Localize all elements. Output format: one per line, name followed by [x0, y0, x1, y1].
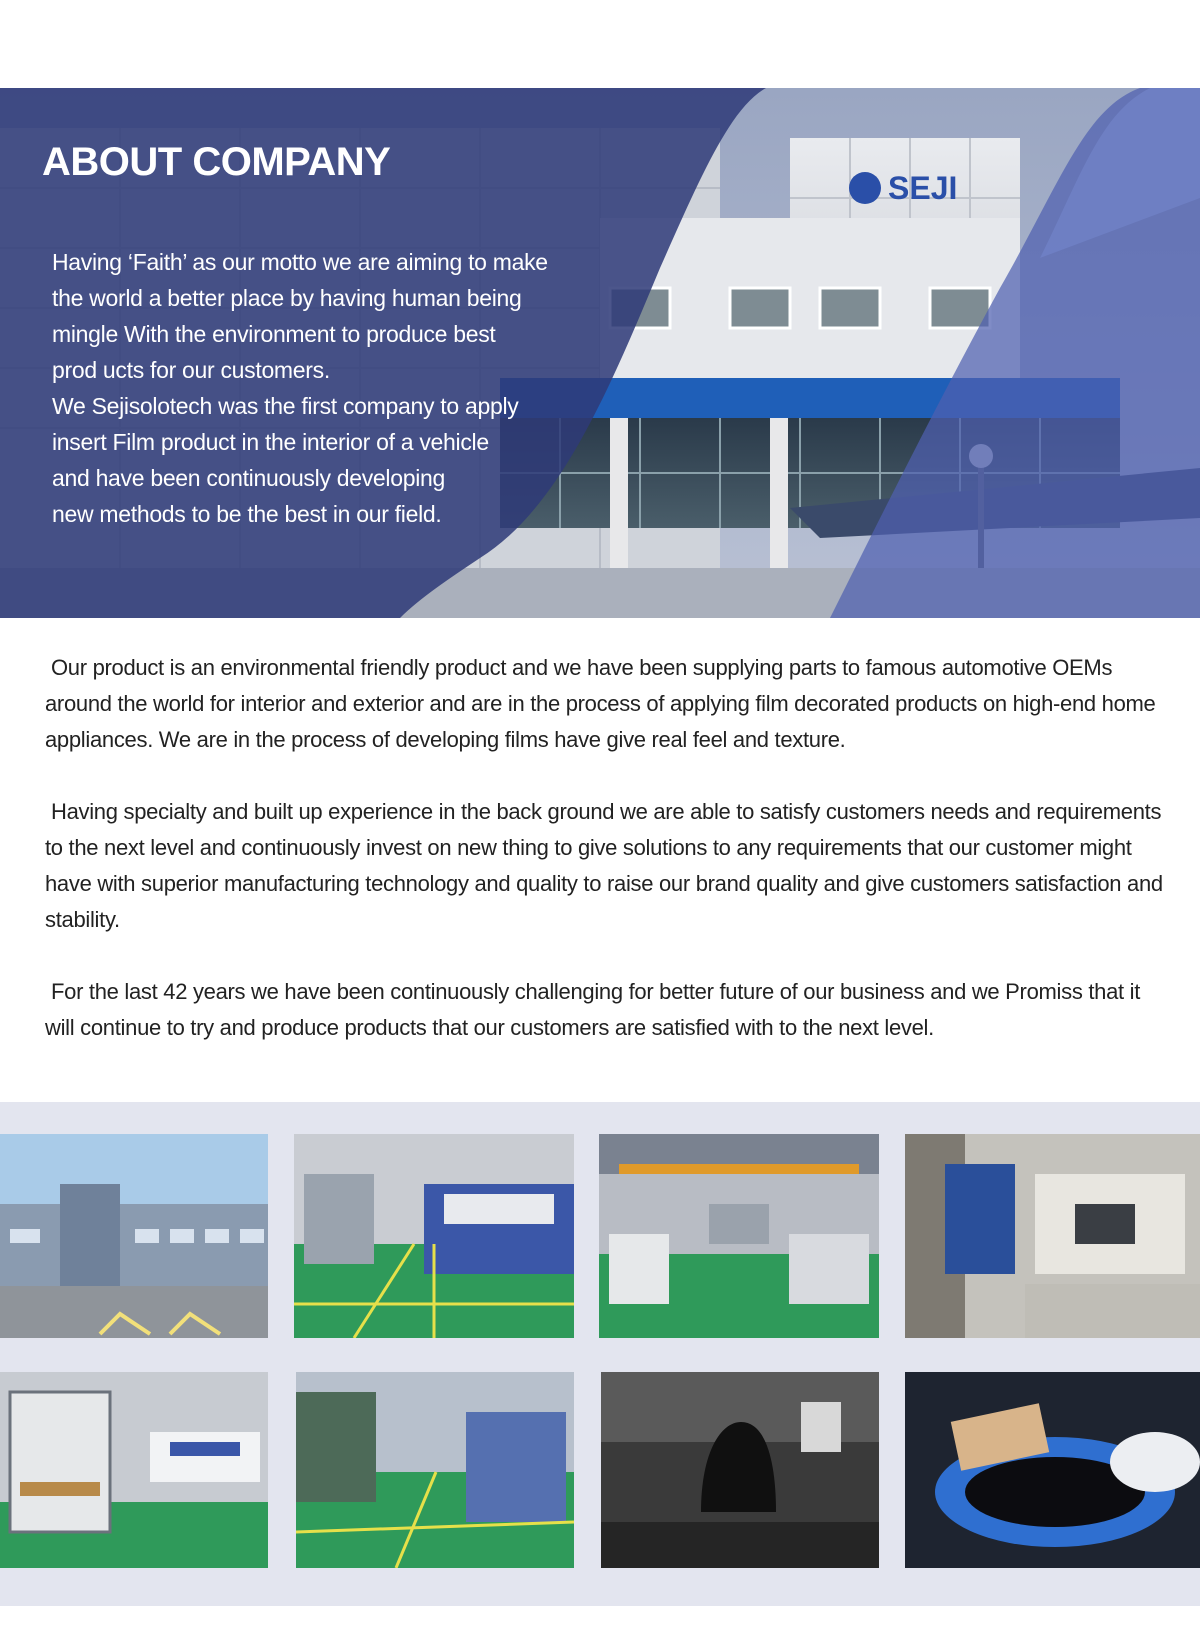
description-paragraph: Having specialty and built up experience in the back ground we are able to satisfy customers needs and requirements to the next level and continuously invest on new thing to give solutions to any requirements that our customer might have with superior manufacturing technology and quality to raise our brand quality and give customers satisfaction and stability.	[45, 799, 1163, 932]
factory-crane-floor-photo	[599, 1134, 879, 1338]
hero-intro-line: Having ‘Faith’ as our motto we are aiming to make	[52, 249, 548, 275]
hero-intro-text	[52, 244, 572, 532]
molded-part-closeup-photo	[601, 1372, 879, 1568]
description-paragraph: For the last 42 years we have been continuously challenging for better future of our business and we Promiss that it will continue to try and produce products that our customers are satisfied with to the next level.	[45, 979, 1141, 1040]
hero-intro-line: We Sejisolotech was the first company to apply	[52, 393, 519, 419]
seji-logo-text: SEJI	[888, 170, 958, 206]
description-paragraph: Our product is an environmental friendly product and we have been supplying parts to famous automotive OEMs around the world for interior and exterior and are in the process of applying film decorated products on high-end home appliances. We are in the process of developing films have give real feel and texture.	[45, 655, 1156, 752]
hero-intro-line: mingle With the environment to produce best	[52, 321, 496, 347]
press-machine-line-photo	[0, 1372, 268, 1568]
hero-intro-line: and have been continuously developing	[52, 465, 445, 491]
factory-exterior-photo	[0, 1134, 268, 1338]
hero-intro-line: the world a better place by having human being	[52, 285, 522, 311]
injection-molding-floor-photo	[294, 1134, 574, 1338]
film-inspection-photo	[905, 1372, 1200, 1568]
facility-photo-gallery	[0, 1102, 1200, 1606]
hero-intro-line: prod ucts for our customers.	[52, 357, 330, 383]
hero-intro-line: new methods to be the best in our field.	[52, 501, 442, 527]
about-hero	[0, 88, 1200, 618]
company-description	[45, 650, 1165, 1082]
page-title: ABOUT COMPANY	[42, 140, 391, 184]
hero-intro-line: insert Film product in the interior of a vehicle	[52, 429, 489, 455]
assembly-line-photo	[296, 1372, 574, 1568]
production-machine-photo	[905, 1134, 1200, 1338]
